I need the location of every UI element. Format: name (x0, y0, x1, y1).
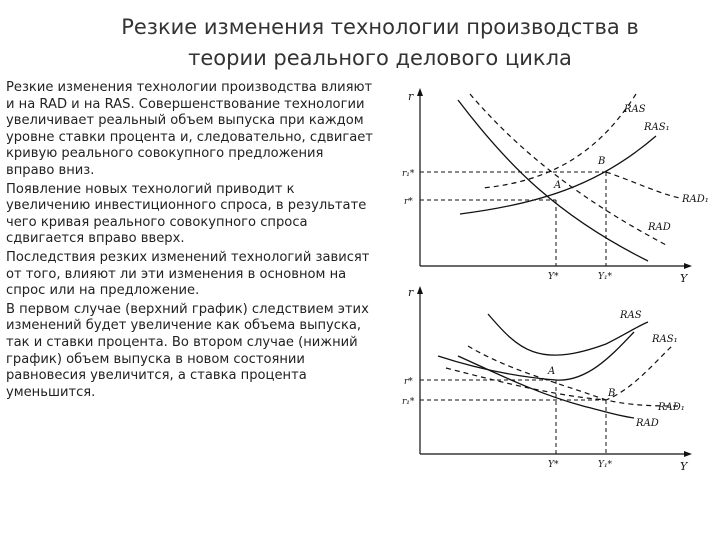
ras1-label: RAS₁ (652, 334, 678, 345)
y-tick-label: Y* (548, 272, 559, 282)
paragraph-consequences: Последствия резких изменений технологий зависят от того, влияют ли эти изменения в основном на спрос или на предложение. (6, 249, 370, 299)
y-axis-arrow (417, 88, 423, 96)
y1-tick-label: Y₁* (598, 460, 613, 470)
bottom-graph (398, 284, 710, 474)
title-line-2: теории реального делового цикла (188, 46, 572, 70)
r-tick-label: r* (404, 377, 413, 387)
rad1-label: RAD₁ (658, 402, 685, 413)
x-axis-label: Y (680, 272, 688, 282)
rad1-label: RAD₁ (682, 194, 709, 205)
slide-title (60, 12, 700, 74)
ras-label: RAS (620, 310, 642, 321)
x-axis-label: Y (680, 460, 688, 473)
y-tick-label: Y* (548, 460, 559, 470)
point-a-label: A (548, 366, 556, 377)
ras1-label: RAS₁ (644, 122, 670, 133)
ras-curve (458, 100, 648, 261)
bottom-graph-svg (398, 284, 710, 474)
rad-label: RAD (636, 418, 659, 429)
rad1-tail (606, 172, 680, 198)
title-line-1: Резкие изменения технологии производства в (121, 15, 639, 39)
paragraph-intro: Резкие изменения технологии производства влияют и на RAD и на RAS. Совершенствование технологии увеличивает реальный объем выпуска при каждом уровне ставки процента и, следовательно, сдвигает кривую реального совокупного предложения вправо вниз. (6, 80, 373, 178)
paragraph-cases: В первом случае (верхний график) следствием этих изменений будет увеличение как объема выпуска, так и ставки процента. Во втором случае (нижний график) объем выпуска в новом состоянии равновесия увеличится, а ставка процента уменьшится. (6, 301, 369, 400)
r1-tick-label: r₁* (402, 169, 415, 179)
y1-tick-label: Y₁* (598, 272, 613, 282)
rad-label: RAD (648, 222, 671, 233)
r-tick-label: r* (404, 197, 413, 207)
y-axis-arrow (417, 286, 423, 294)
point-b-label: B (608, 388, 616, 399)
rad1-curve (468, 346, 678, 406)
r1-tick-label: r₁* (402, 397, 415, 407)
y-axis-label: r (408, 90, 414, 103)
explanation-text (6, 80, 374, 403)
ras-label: RAS (624, 104, 646, 115)
x-axis-arrow (684, 451, 692, 457)
top-graph (398, 86, 710, 282)
paragraph-demand: Появление новых технологий приводит к увеличению инвестиционного спроса, в результате чего кривая реального совокупного спроса сдвигается вправо вверх. (6, 181, 367, 247)
y-axis-label: r (408, 286, 414, 299)
point-a-label: A (554, 180, 562, 191)
top-graph-svg (398, 86, 710, 282)
x-axis-arrow (684, 263, 692, 269)
point-b-label: B (598, 156, 606, 167)
rad1-curve (482, 94, 636, 188)
ras1-curve (470, 94, 668, 246)
rad-curve (460, 136, 656, 214)
rad-curve (458, 356, 634, 418)
